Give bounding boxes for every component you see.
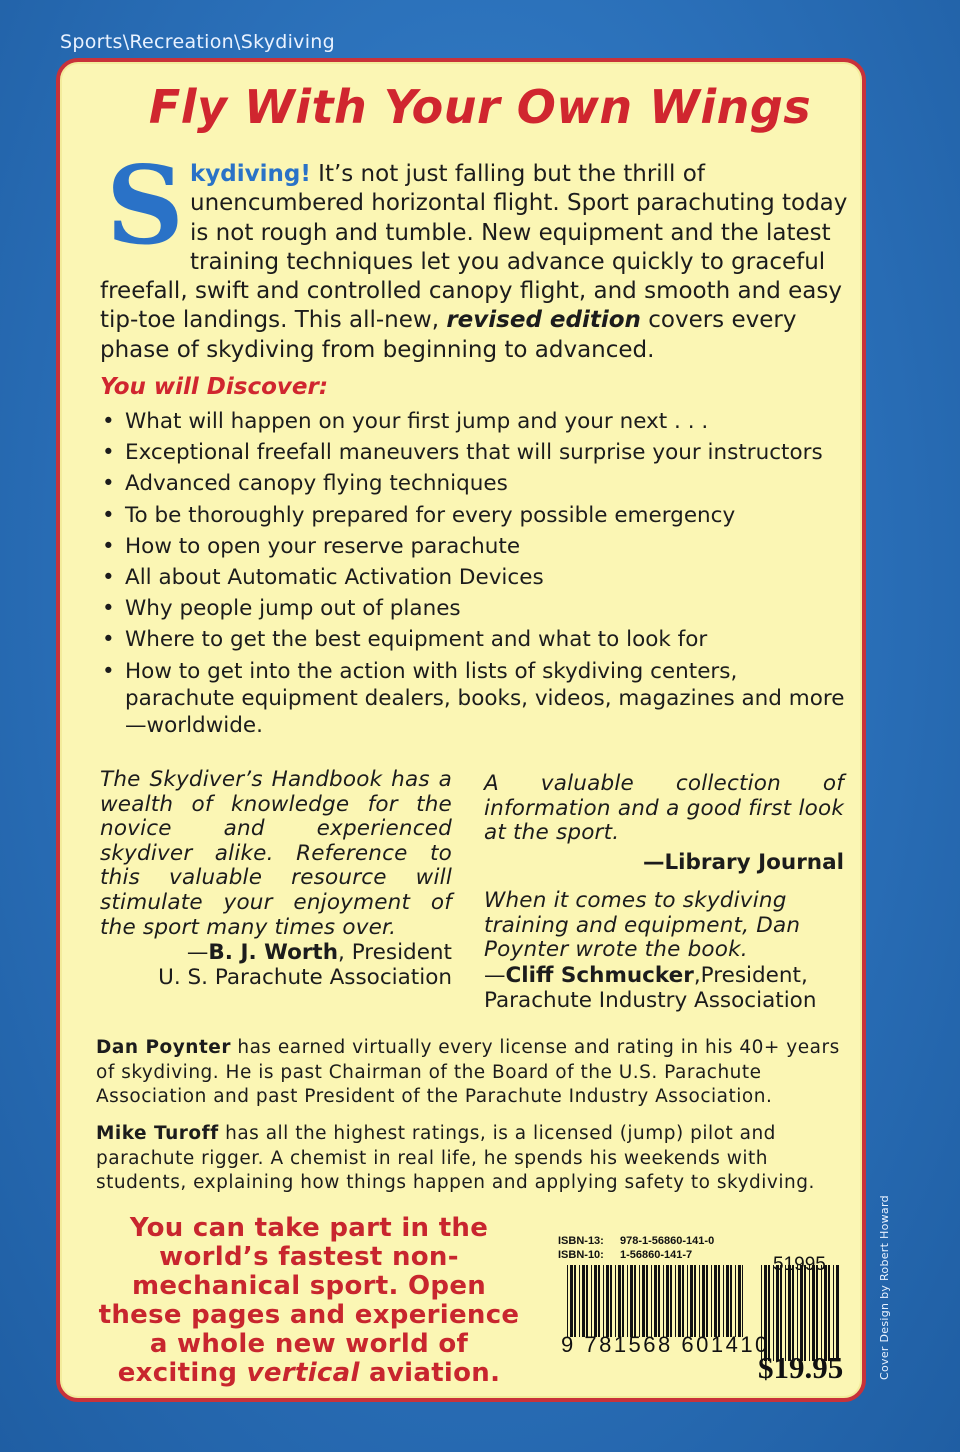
barcode-bar — [579, 1265, 580, 1337]
barcode-bar — [780, 1265, 782, 1361]
attribution-name: B. J. Worth — [208, 940, 339, 966]
bio-mike-turoff — [96, 1122, 848, 1196]
barcode-bar — [586, 1265, 588, 1337]
isbn13-label: ISBN-13: — [558, 1235, 604, 1247]
barcode-bar — [582, 1265, 585, 1337]
bio-name: Dan Poynter — [96, 1037, 231, 1058]
barcode-bar — [618, 1265, 621, 1337]
discover-heading: You will Discover: — [100, 374, 329, 400]
isbn13-value: 978-1-56860-141-0 — [620, 1235, 715, 1247]
isbn10-value: 1-56860-141-7 — [620, 1249, 693, 1261]
barcode-bar — [800, 1265, 803, 1361]
barcode-bar — [828, 1265, 830, 1361]
isbn10-label: ISBN-10: — [558, 1249, 604, 1261]
barcode-bar — [622, 1265, 624, 1337]
barcode-bar — [735, 1265, 736, 1337]
barcode-bar — [792, 1265, 794, 1361]
quote-schmucker — [484, 889, 846, 1013]
barcode-bar — [594, 1265, 597, 1337]
bio-dan-poynter — [96, 1036, 848, 1110]
list-item: • To be thoroughly prepared for every possible emergency — [100, 502, 850, 529]
quote-attribution — [100, 940, 452, 965]
price: $19.95 — [758, 1350, 844, 1385]
list-item: • How to get into the action with lists of skydiving centers, parachute equipment dealers, books, videos, magazines and more—worldwide. — [100, 658, 850, 739]
barcode-bar — [663, 1265, 664, 1337]
attribution-name: Cliff Schmucker — [505, 962, 694, 988]
attribution-role: ,President, — [693, 962, 808, 988]
attribution-name: —Library Journal — [642, 849, 844, 875]
barcode-bar — [706, 1265, 708, 1337]
barcode-bar — [615, 1265, 616, 1337]
intro-text-2: covers every phase of skydiving from beginning to advanced. — [100, 307, 797, 363]
barcode-bar — [567, 1265, 568, 1337]
intro-text-1: It’s not just falling but the thrill of unencumbered horizontal flight. Sport parachuting today is not rough and tumble. New equipment and the latest training techniques let you advance quickly to graceful freefall, swift and controlled canopy flight, and smooth and easy tip-toe landings. This all-new, — [100, 161, 848, 334]
list-item: • What will happen on your first jump and your next . . . — [100, 408, 850, 435]
barcode-bar — [821, 1265, 822, 1361]
bio-text: has earned virtually every license and rating in his 40+ years of skydiving. He is past Chairman of the Board of the U.S. Parachute Association and past President of the Parachute Industry Association. — [96, 1037, 840, 1107]
list-item: • Where to get the best equipment and what to look for — [100, 626, 850, 653]
barcode-addon: 51995 — [773, 1254, 826, 1275]
barcode-bar — [646, 1265, 648, 1337]
barcode-bar — [574, 1265, 576, 1337]
category-path: Sports\Recreation\Skydiving — [60, 31, 336, 53]
barcode-bar — [738, 1265, 741, 1337]
attribution-dash: — — [484, 962, 506, 988]
intro-lead-word: kydiving! — [190, 161, 311, 187]
attribution-org: Parachute Industry Association — [484, 987, 817, 1013]
intro-paragraph — [100, 143, 850, 365]
barcode-bar — [591, 1265, 592, 1337]
drop-cap: S — [106, 143, 184, 269]
promo-text-2: aviation. — [359, 1358, 501, 1388]
quote-text: A valuable collection of information and a good first look at the sport. — [484, 771, 844, 846]
attribution-dash: — — [186, 940, 209, 966]
barcode-bar — [694, 1265, 696, 1337]
barcode-bar — [812, 1265, 815, 1361]
barcode-bar — [742, 1265, 743, 1337]
list-item: • All about Automatic Activation Devices — [100, 564, 850, 591]
barcode-bar — [809, 1265, 810, 1361]
cover-credit: Cover Design by Robert Howard — [878, 1195, 891, 1380]
barcode-bar — [773, 1265, 774, 1361]
barcode-bar — [836, 1265, 839, 1361]
barcode-bar — [776, 1265, 779, 1361]
bio-name: Mike Turoff — [96, 1123, 219, 1144]
attribution-org: U. S. Parachute Association — [158, 965, 452, 991]
barcode-bar — [678, 1265, 681, 1337]
promo-text-1: You can take part in the world’s fastest non-mechanical sport. Open these pages and experience a whole new world of exciting — [98, 1213, 520, 1388]
barcode-bar — [833, 1265, 834, 1361]
barcode-bar — [714, 1265, 717, 1337]
headline: Fly With Your Own Wings — [148, 80, 812, 134]
barcode-bar — [651, 1265, 652, 1337]
bio-text: has all the highest ratings, is a licensed (jump) pilot and parachute rigger. A chemist in real life, he spends his weekends with students, explaining how things happen and applying safety to skydiving. — [96, 1123, 815, 1193]
barcode-bar — [598, 1265, 600, 1337]
list-item: • Why people jump out of planes — [100, 595, 850, 622]
attribution-role: , President — [338, 940, 452, 966]
list-item: • Advanced canopy flying techniques — [100, 470, 850, 497]
barcode-bar — [630, 1265, 633, 1337]
barcode-bar — [670, 1265, 672, 1337]
barcode-bar — [654, 1265, 657, 1337]
quote-text: The Skydiver’s Handbook has a wealth of knowledge for the novice and experienced skydiver alike. Reference to this valuable resource will stimulate your enjoyment of the sport many times over. — [100, 767, 452, 940]
barcode-bar — [666, 1265, 669, 1337]
barcode-bar — [824, 1265, 827, 1361]
promo-emphasis: vertical — [246, 1358, 360, 1388]
promo-text — [94, 1214, 524, 1388]
quote-worth — [100, 768, 452, 990]
barcode-bar — [699, 1265, 700, 1337]
barcode-bar — [788, 1265, 791, 1361]
barcode-bar — [634, 1265, 636, 1337]
quote-attribution — [484, 850, 844, 875]
barcode-bar — [723, 1265, 724, 1337]
barcode-bar — [610, 1265, 612, 1337]
barcode-bar — [804, 1265, 806, 1361]
isbn13-row — [558, 1235, 714, 1247]
barcode-bar — [816, 1265, 818, 1361]
barcode-bar — [682, 1265, 684, 1337]
intro-emphasis: revised edition — [446, 307, 641, 334]
barcode-bar — [687, 1265, 688, 1337]
barcode-bar — [690, 1265, 693, 1337]
quote-text: When it comes to skydiving training and equipment, Dan Poynter wrote the book. — [484, 888, 801, 963]
barcode-digits: 9 781568 601410 — [561, 1332, 770, 1357]
barcode-bar — [658, 1265, 660, 1337]
quote-library-journal — [484, 772, 844, 875]
barcode-bar — [603, 1265, 604, 1337]
barcode-bar — [627, 1265, 628, 1337]
barcode-bar — [570, 1265, 573, 1337]
barcode-bar — [797, 1265, 798, 1361]
barcode-bar — [730, 1265, 732, 1337]
list-item: • Exceptional freefall maneuvers that will surprise your instructors — [100, 439, 850, 466]
barcode-bar — [642, 1265, 645, 1337]
barcode-bar — [639, 1265, 640, 1337]
list-item: • How to open your reserve parachute — [100, 533, 850, 560]
barcode-bar — [702, 1265, 705, 1337]
quote-attribution — [484, 963, 846, 988]
isbn10-row — [558, 1249, 692, 1261]
barcode-bar — [785, 1265, 786, 1361]
barcode-bar — [726, 1265, 729, 1337]
discover-list — [100, 408, 850, 743]
barcode-bar — [606, 1265, 609, 1337]
barcode-bar — [675, 1265, 676, 1337]
barcode-bar — [711, 1265, 712, 1337]
barcode-bar — [718, 1265, 720, 1337]
